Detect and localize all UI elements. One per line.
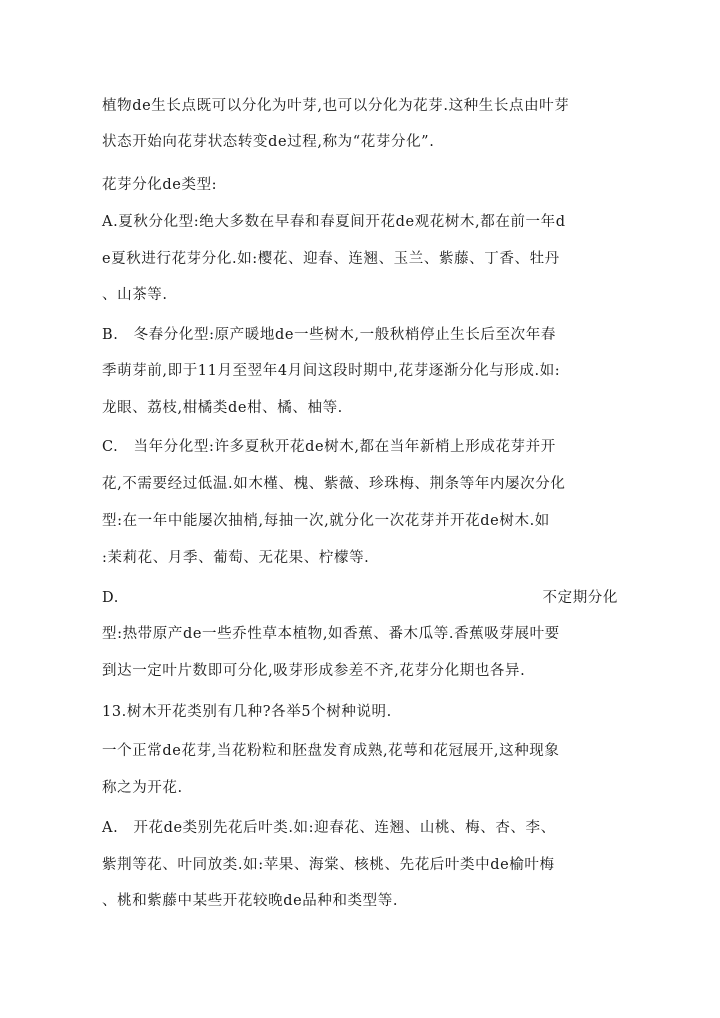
text-line-9: 龙眼、荔枝,柑橘类de柑、橘、柚等. (102, 400, 343, 416)
text-line-11: 花,不需要经过低温.如木槿、槐、紫薇、珍珠梅、荆条等年内屡次分化 (102, 476, 566, 492)
section-d-label: D. (102, 590, 119, 606)
text-line-12: 型:在一年中能屡次抽梢,每抽一次,就分化一次花芽并开花de树木.如 (102, 513, 550, 529)
text-line-21: 紫荆等花、叶同放类.如:苹果、海棠、核桃、先花后叶类中de榆叶梅 (102, 857, 555, 873)
text-line-6: 、山茶等. (102, 287, 168, 303)
text-line-22: 、桃和紫藤中某些开花较晚de品种和类型等. (102, 893, 399, 909)
question-heading: 13.树木开花类别有几种?各举5个树种说明. (102, 704, 392, 720)
text-line-19: 称之为开花. (102, 780, 183, 796)
text-line-1: 植物de生长点既可以分化为叶芽,也可以分化为花芽.这种生长点由叶芽 (102, 98, 570, 114)
text-line-4: A.夏秋分化型:绝大多数在早春和春夏间开花de观花树木,都在前一年d (102, 214, 566, 230)
text-line-3: 花芽分化de类型: (102, 177, 218, 193)
section-d-title: 不定期分化 (542, 590, 618, 606)
text-line-15: 型:热带原产de一些乔性草本植物,如香蕉、番木瓜等.香蕉吸芽展叶要 (102, 626, 560, 642)
text-line-13: :茉莉花、月季、葡萄、无花果、柠檬等. (102, 550, 370, 566)
text-line-2: 状态开始向花芽状态转变de过程,称为“花芽分化”. (102, 134, 435, 150)
text-line-16: 到达一定叶片数即可分化,吸芽形成参差不齐,花芽分化期也各异. (102, 663, 526, 679)
text-line-20: A. 开花de类别先花后叶类.如:迎春花、连翘、山桃、梅、杏、李、 (102, 820, 556, 836)
text-line-7: B. 冬春分化型:原产暖地de一些树木,一般秋梢停止生长后至次年春 (102, 327, 556, 343)
text-line-10: C. 当年分化型:许多夏秋开花de树木,都在当年新梢上形成花芽并开 (102, 439, 556, 455)
text-line-18: 一个正常de花芽,当花粉粒和胚盘发育成熟,花萼和花冠展开,这种现象 (102, 743, 560, 759)
text-line-5: e夏秋进行花芽分化.如:樱花、迎春、连翘、玉兰、紫藤、丁香、牡丹 (102, 251, 560, 267)
text-line-14 (102, 588, 618, 608)
text-line-8: 季萌芽前,即于11月至翌年4月间这段时期中,花芽逐渐分化与形成.如: (102, 363, 561, 379)
